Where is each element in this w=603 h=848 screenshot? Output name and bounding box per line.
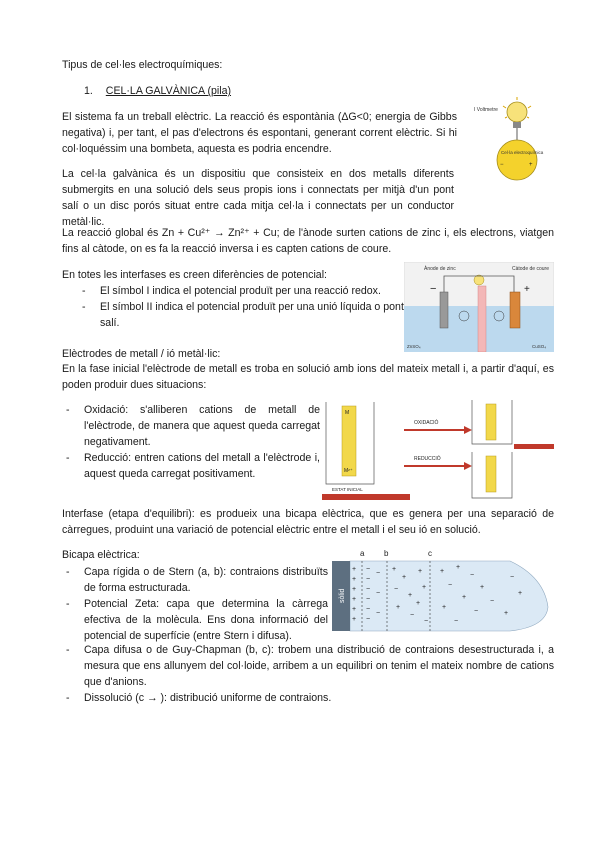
bicapa-heading: Bicapa elèctrica: [62,549,140,561]
list-item: - Oxidació: s'alliberen cations de metall de l'elèctrode, de manera que aquest queda carregat negativament. [62,402,320,450]
svg-text:−: − [474,608,479,615]
minus-sign: − [500,162,504,168]
bulb-icon [503,97,531,128]
svg-text:+: + [504,610,509,617]
svg-text:+: + [392,566,397,573]
svg-text:+: + [352,566,357,573]
svg-text:−: − [376,590,381,597]
svg-text:+: + [518,590,523,597]
plus-sign: + [529,162,533,168]
label-c: c [428,549,432,558]
list-item: - Capa difusa o de Guy-Chapman (b, c): trobem una distribució de contraions desestructurada i, a mesura que ens allunyem del col·loide, arribem a un equilibri on tenim el mateix nombre de cations que d'anions. [62,642,554,690]
potential-list [78,283,404,331]
zn-solution-label: ZnSO₄ [407,344,421,349]
svg-text:−: − [366,576,371,583]
svg-text:+: + [352,586,357,593]
page-title: Tipus de cel·les electroquímiques: [62,59,223,71]
svg-text:+: + [352,576,357,583]
cathode-label: Càtode de coure [512,266,549,272]
solid-label: sòlid [339,588,346,603]
svg-text:−: − [366,596,371,603]
bulb-figure [470,96,550,188]
svg-text:−: − [394,586,399,593]
svg-text:+: + [396,604,401,611]
svg-text:−: − [376,610,381,617]
svg-text:−: − [424,618,429,625]
plus-sign: + [524,284,530,295]
minus-sign: − [430,283,437,295]
electrode-list [62,402,320,482]
section-heading [84,84,231,98]
cu-solution-label: CuSO₄ [532,344,547,349]
list-item: - Reducció: entren cations del metall a l'elèctrode i, aquest queda carregat positivament. [62,450,320,482]
electrodes-intro: En la fase inicial l'elèctrode de metall es troba en solució amb ions del mateix metall i, a partir d'aquí, es poden produir dues situacions: [62,363,554,391]
paragraph-galvanic-definition: La cel·la galvànica és un dispositiu que consisteix en dos metalls diferents submergits en una solució dels seus propis ions i connectats per mitjà d'un pont salí o un disc porós situat entre cada mitja cel·la i connectats per un conductor metàl·lic. [62,168,454,228]
svg-text:+: + [352,616,357,623]
bilayer-figure [330,547,556,637]
svg-text:−: − [454,618,459,625]
label-a: a [360,549,365,558]
list-item: - El símbol I indica el potencial produït per una reacció redox. [78,283,404,299]
svg-text:−: − [410,612,415,619]
svg-text:−: − [366,566,371,573]
svg-text:+: + [416,600,421,607]
label-b: b [384,549,389,558]
list-item: - Potencial Zeta: capa que determina la càrrega efectiva de la molècula. Ens dona informació del potencial de superfície (entre Stern i difusa). [62,596,328,644]
paragraph-interfase: Interfase (etapa d'equilibri): es produeix una bicapa elèctrica, que es genera per una separació de càrregues, produint una variació de potencial elèctric entre el metall i el seu ió en solució. [62,508,554,536]
paragraph-interfaces: En totes les interfases es creen diferències de potencial: [62,269,327,281]
initial-state-label: ESTAT INICIAL [332,487,363,492]
list-item: - El símbol II indica el potencial produït per una unió líquida o pont salí. [78,299,404,331]
electrodes-heading: Elèctrodes de metall / ió metàl·lic: [62,348,221,360]
paragraph-galvanic-intro: El sistema fa un treball elèctric. La reacció és espontània (ΔG<0; energia de Gibbs negativa) i, per tant, el pas d'electrons és espontani, generant corrent elèctric. Si hi col·loquéssim una bombeta, aquesta es podria encendre. [62,111,457,155]
list-item: - Dissolució (c → ): distribució uniforme de contraions. [62,690,554,706]
svg-text:−: − [366,616,371,623]
salt-bridge [478,286,486,352]
svg-text:−: − [366,586,371,593]
svg-text:+: + [422,584,427,591]
list-item: - Capa rígida o de Stern (a, b): contraions distribuïts de forma estructurada. [62,564,328,596]
svg-text:+: + [418,568,423,575]
svg-text:+: + [480,584,485,591]
section-heading-text: CEL·LA GALVÀNICA (pila) [105,85,232,97]
electrode-figure [322,398,556,502]
anode-label: Ànode de zinc [424,266,456,272]
svg-text:−: − [366,606,371,613]
svg-text:−: − [448,582,453,589]
svg-text:−: − [376,570,381,577]
paragraph-global-reaction: La reacció global és Zn + Cu²⁺ → Zn²⁺ + Cu; de l'ànode surten cations de zinc i, els electrons, viatgen fins al càtode, on es fa la reacció inversa i es capten cations de coure. [62,227,554,255]
svg-text:+: + [352,606,357,613]
reduction-label: REDUCCIÓ [414,456,441,462]
voltmeter-label: I Voltmetre [474,107,498,113]
svg-text:+: + [442,604,447,611]
svg-text:−: − [490,598,495,605]
svg-text:+: + [408,592,413,599]
bicapa-list-top [62,564,328,644]
svg-text:+: + [456,564,461,571]
ion-label: Mᶻ⁺ [344,468,353,474]
galvanic-cell-figure [404,262,554,352]
svg-text:+: + [440,568,445,575]
bulb-icon [474,275,484,285]
metal-label: M [345,410,350,416]
section-number: 1. [84,85,93,97]
cell-box-label: Cel·la electroquímica [501,150,544,155]
copper-electrode [510,292,520,328]
svg-text:−: − [510,574,515,581]
arrow-icon [404,462,472,470]
svg-text:+: + [352,596,357,603]
svg-text:−: − [470,572,475,579]
bicapa-list-bottom [62,642,554,706]
arrow-icon [404,426,472,434]
oxidation-label: OXIDACIÓ [414,420,439,426]
zinc-electrode [440,292,448,328]
svg-text:+: + [402,574,407,581]
svg-text:+: + [462,594,467,601]
